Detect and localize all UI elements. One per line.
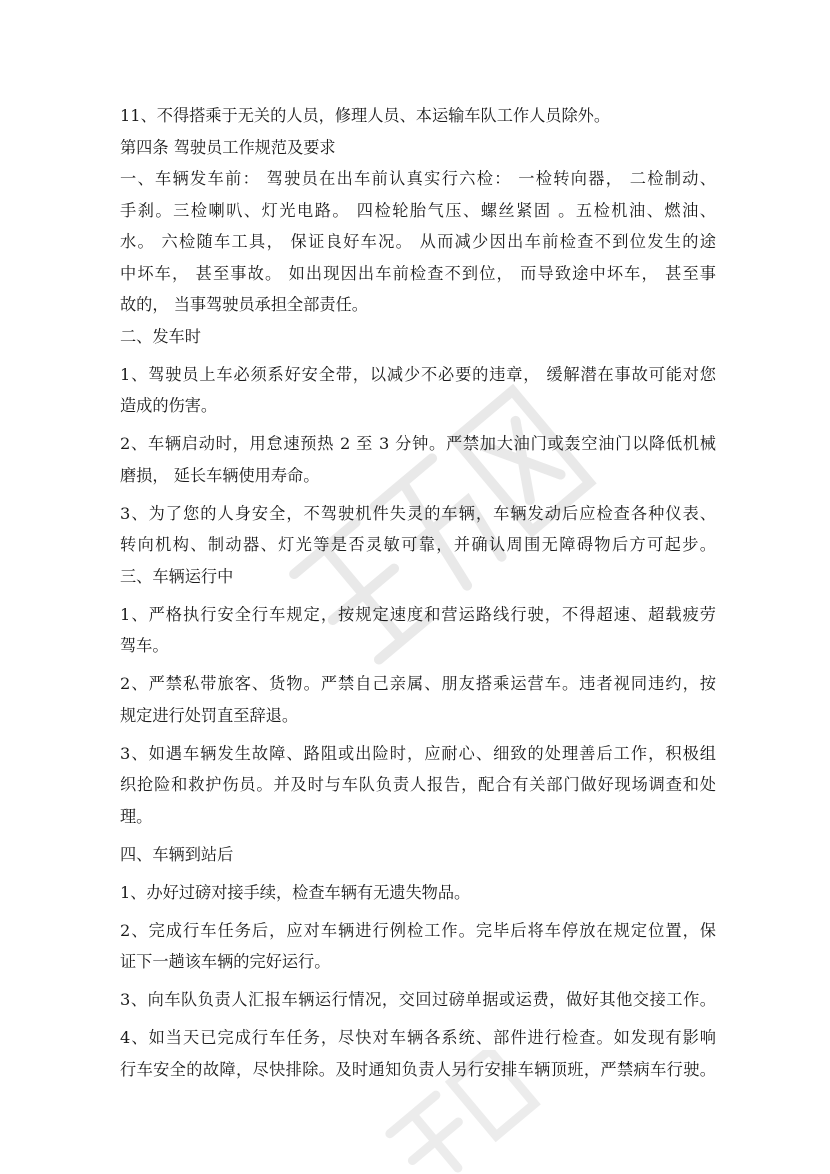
text-line: 11、不得搭乘于无关的人员，修理人员、本运输车队工作人员除外。 xyxy=(120,106,611,125)
text-line: 磨损， 延长车辆使用寿命。 xyxy=(120,465,320,485)
text-line: 二、发车时 xyxy=(120,326,201,346)
text-line: 第四条 驾驶员工作规范及要求 xyxy=(120,137,336,157)
text-line: 2、完成行车任务后，应对车辆进行例检工作。完毕后将车停放在规定位置，保 xyxy=(120,920,716,940)
text-line: 2、车辆启动时，用怠速预热 2 至 3 分钟。严禁加大油门或轰空油门以降低机械 xyxy=(120,434,716,453)
text-line: 3、为了您的人身安全，不驾驶机件失灵的车辆，车辆发动后应检查各种仪表、 xyxy=(120,503,716,523)
text-line: 规定进行处罚直至辞退。 xyxy=(120,705,299,725)
text-line: 水。 六检随车工具， 保证良好车况。 从而减少因出车前检查不到位发生的途 xyxy=(120,232,716,251)
document-body xyxy=(120,100,716,1085)
text-line: 3、如遇车辆发生故障、路阻或出险时，应耐心、细致的处理善后工作，积极组 xyxy=(120,743,716,763)
text-line: 织抢险和救护伤员。并及时与车队负责人报告，配合有关部门做好现场调查和处 xyxy=(120,775,716,794)
text-line: 行车安全的故障，尽快排除。及时通知负责人另行安排车辆顶班，严禁病车行驶。 xyxy=(120,1059,716,1079)
text-line: 四、车辆到站后 xyxy=(120,844,234,864)
text-line: 理。 xyxy=(120,806,153,826)
text-line: 中坏车， 甚至事故。 如出现因出车前检查不到位， 而导致途中坏车， 甚至事 xyxy=(120,263,716,283)
text-line: 转向机构、制动器、灯光等是否灵敏可靠，并确认周围无障碍物后方可起步。 xyxy=(120,535,716,554)
text-line: 驾车。 xyxy=(120,636,169,655)
text-line: 2、严禁私带旅客、货物。严禁自己亲属、朋友搭乘运营车。违者视同违约，按 xyxy=(120,674,716,693)
text-line: 一、车辆发车前： 驾驶员在出车前认真实行六检： 一检转向器， 二检制动、 xyxy=(120,169,716,188)
text-line: 3、向车队负责人汇报车辆运行情况，交回过磅单据或运费，做好其他交接工作。 xyxy=(120,990,716,1009)
text-line: 1、办好过磅对接手续，检查车辆有无遗失物品。 xyxy=(120,882,471,902)
text-line: 造成的伤害。 xyxy=(120,396,218,415)
text-line: 三、车辆运行中 xyxy=(120,566,234,586)
text-line: 手刹。三检喇叭、灯光电路。 四检轮胎气压、螺丝紧固 。五检机油、燃油、 xyxy=(120,200,716,220)
text-line: 1、严格执行安全行车规定，按规定速度和营运路线行驶，不得超速、超载疲劳 xyxy=(120,604,716,624)
text-line: 4、如当天已完成行车任务，尽快对车辆各系统、部件进行检查。如发现有影响 xyxy=(120,1028,716,1047)
text-line: 故的， 当事驾驶员承担全部责任。 xyxy=(120,295,368,314)
text-line: 证下一趟该车辆的完好运行。 xyxy=(120,952,331,971)
text-line: 1、驾驶员上车必须系好安全带，以减少不必要的违章， 缓解潜在事故可能对您 xyxy=(120,364,716,384)
